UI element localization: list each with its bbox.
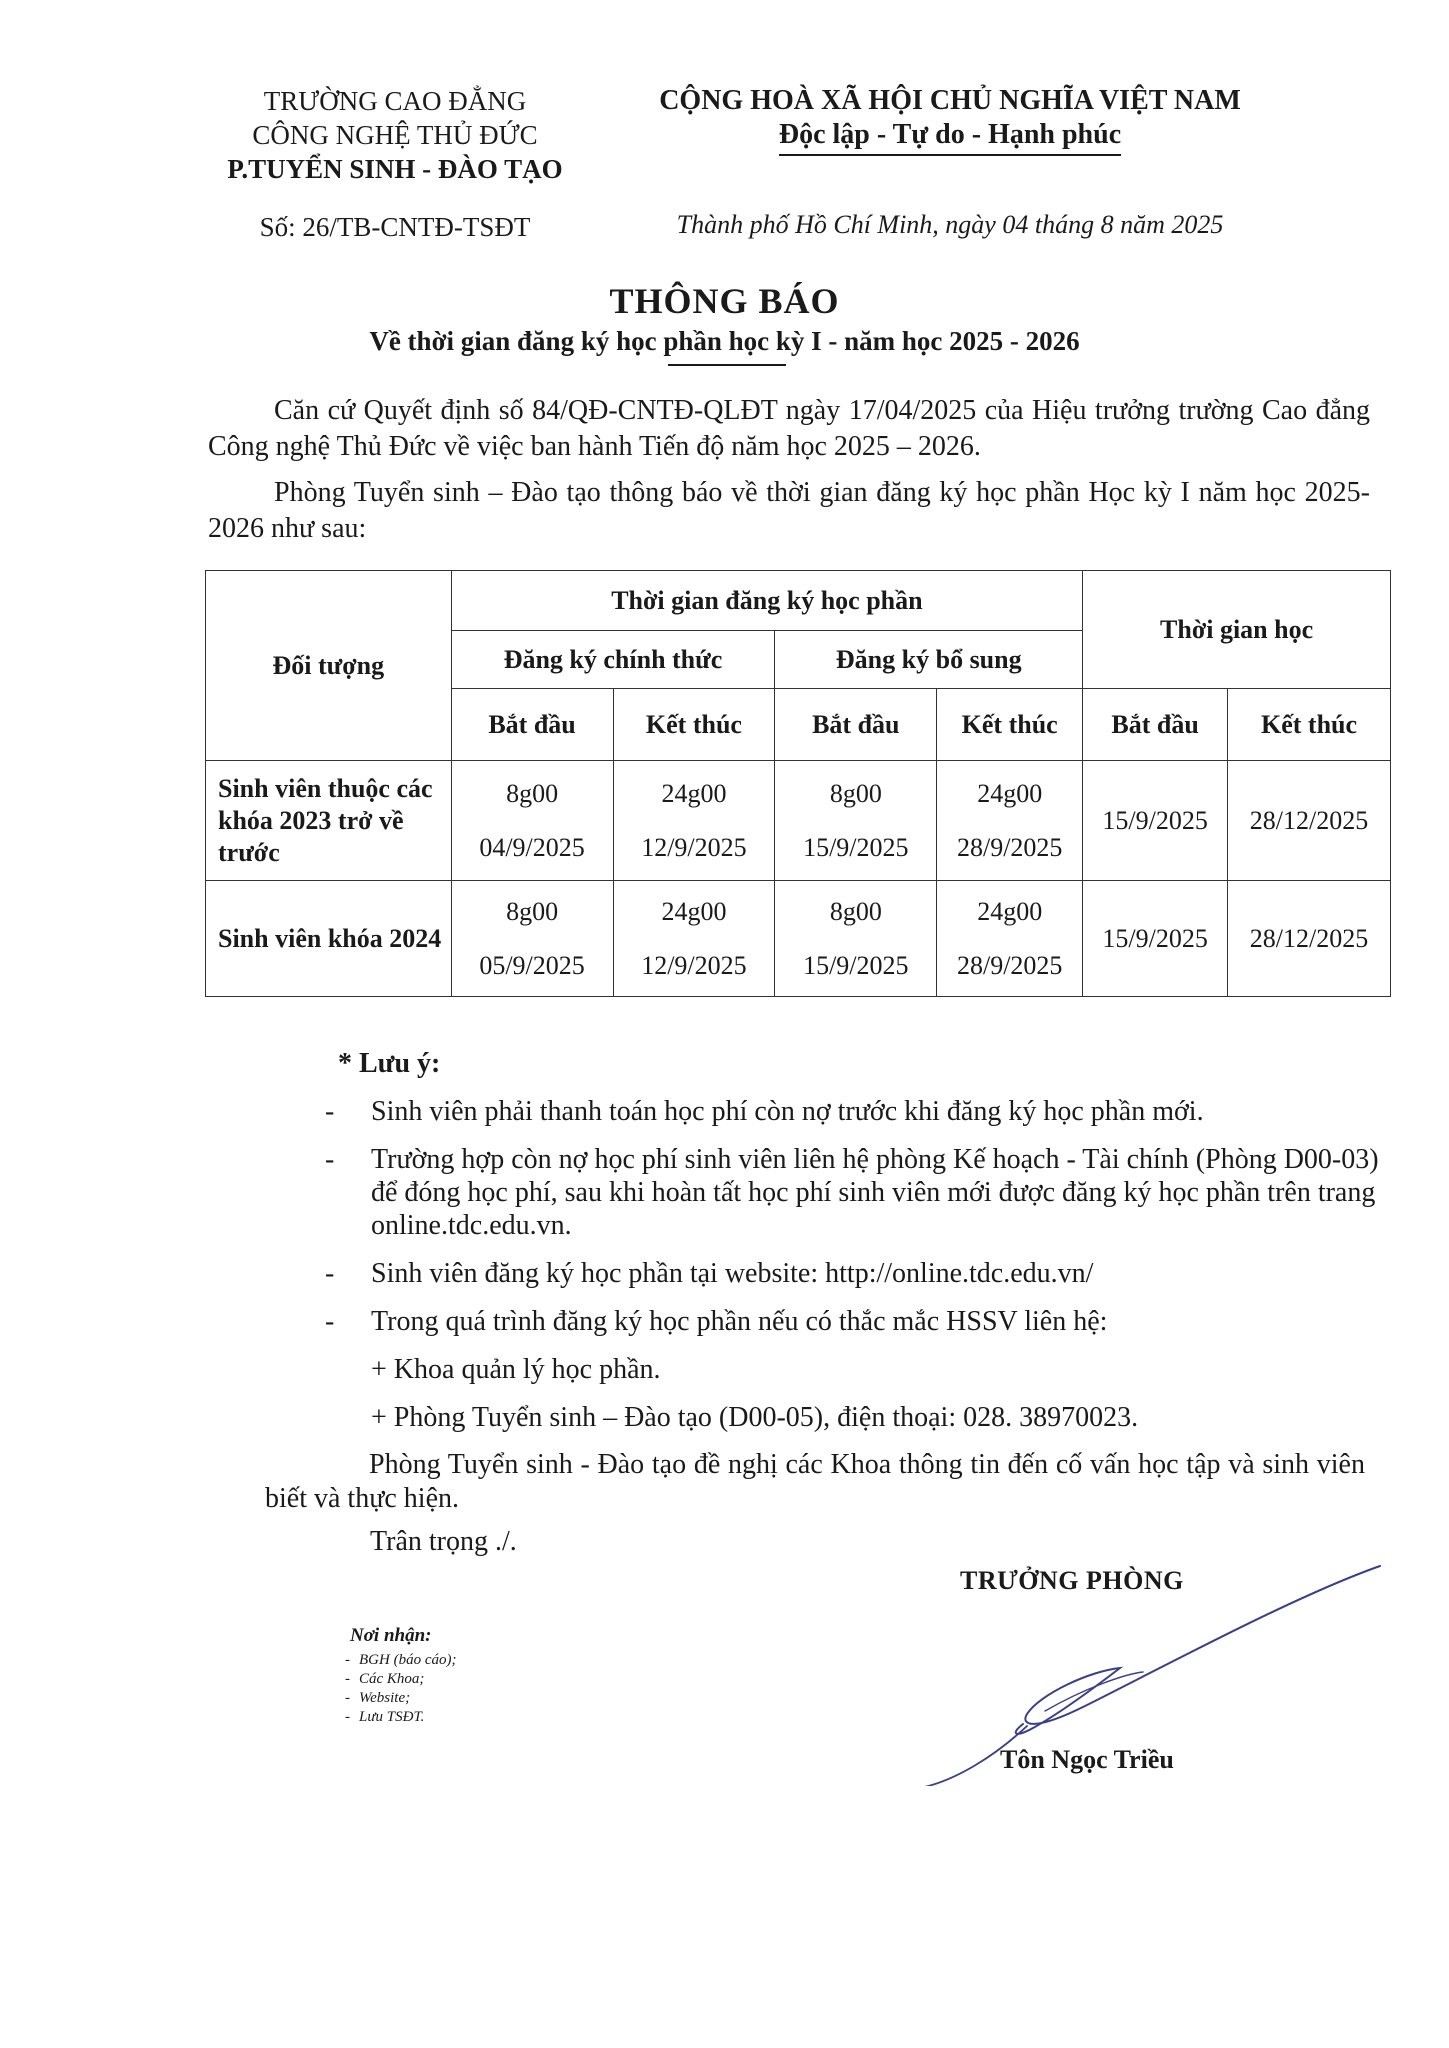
list-item (325, 1143, 1385, 1242)
notes-list (325, 1095, 1385, 1449)
list-item: - Các Khoa; (345, 1671, 425, 1687)
cell-supp-end (937, 881, 1083, 997)
regards: Trân trọng ./. (370, 1526, 517, 1557)
cell-supp-start (775, 761, 937, 881)
national-motto-block (650, 84, 1250, 156)
row-target: Sinh viên khóa 2024 (206, 881, 452, 997)
signer-name: Tôn Ngọc Triều (1000, 1745, 1174, 1774)
cell-time: 24g00 (977, 896, 1043, 926)
paragraph-basis: Căn cứ Quyết định số 84/QĐ-CNTĐ-QLĐT ngày 17/04/2025 của Hiệu trưởng trường Cao đẳng Công nghệ Thủ Đức về việc ban hành Tiến độ năm học 2025 – 2026. (208, 395, 1370, 462)
header-study-start: Bắt đầu (1083, 689, 1228, 761)
list-item: - Lưu TSĐT. (345, 1709, 425, 1725)
motto: Độc lập - Tự do - Hạnh phúc (779, 118, 1121, 156)
header-supp-end: Kết thúc (937, 689, 1083, 761)
document-number: Số: 26/TB-CNTĐ-TSĐT (259, 212, 531, 242)
cell-supp-end (937, 761, 1083, 881)
cell-date: 12/9/2025 (641, 832, 747, 862)
cell-official-start (451, 881, 613, 997)
cell-time: 24g00 (977, 778, 1043, 808)
cell-official-start (451, 761, 613, 881)
row-target: Sinh viên thuộc các khóa 2023 trở về trước (206, 761, 452, 881)
list-dash: - (325, 1144, 335, 1175)
issuer-line-3: P.TUYỂN SINH - ĐÀO TẠO (227, 154, 563, 184)
recipients-title: Nơi nhận: (350, 1625, 432, 1646)
cell-study-start: 15/9/2025 (1083, 881, 1228, 997)
nation-name: CỘNG HOÀ XÃ HỘI CHỦ NGHĨA VIỆT NAM (659, 85, 1241, 116)
header-official-start: Bắt đầu (451, 689, 613, 761)
list-dash: - (325, 1258, 335, 1289)
list-item-text: Trường hợp còn nợ học phí sinh viên liên hệ phòng Kế hoạch - Tài chính (Phòng D00-03) để đóng học phí, sau khi hoàn tất học phí sinh viên mới được đăng ký học phần trên trang online.tdc.edu.vn. (371, 1144, 1379, 1241)
paragraph-announcement: Phòng Tuyển sinh – Đào tạo thông báo về thời gian đăng ký học phần Học kỳ I năm học 2025-2026 như sau: (208, 477, 1370, 544)
cell-official-end (613, 881, 775, 997)
list-item: - BGH (báo cáo); (345, 1652, 457, 1668)
header-supp-start: Bắt đầu (775, 689, 937, 761)
cell-official-end (613, 761, 775, 881)
header-official-registration: Đăng ký chính thức (451, 631, 775, 689)
list-item (325, 1095, 1385, 1128)
title-underline (668, 364, 786, 366)
cell-time: 24g00 (661, 778, 727, 808)
sub-item-faculty: + Khoa quản lý học phần. (371, 1354, 661, 1385)
cell-date: 28/9/2025 (956, 832, 1063, 862)
cell-date: 28/9/2025 (956, 950, 1063, 980)
registration-schedule-table (205, 570, 1391, 997)
cell-time: 8g00 (829, 778, 882, 808)
closing-paragraph: Phòng Tuyển sinh - Đào tạo đề nghị các Khoa thông tin đến cố vấn học tập và sinh viên biết và thực hiện. (265, 1449, 1365, 1514)
issuer-line-2: CÔNG NGHỆ THỦ ĐỨC (252, 120, 538, 150)
header-registration-time: Thời gian đăng ký học phần (451, 571, 1083, 631)
list-item-text: Sinh viên đăng ký học phần tại website: http://online.tdc.edu.vn/ (371, 1258, 1094, 1289)
signer-title: TRƯỞNG PHÒNG (960, 1566, 1184, 1595)
cell-study-end: 28/12/2025 (1228, 761, 1391, 881)
cell-date: 05/9/2025 (479, 950, 585, 980)
list-item (325, 1305, 1385, 1338)
sub-item-office: + Phòng Tuyển sinh – Đào tạo (D00-05), điện thoại: 028. 38970023. (371, 1402, 1139, 1433)
list-dash: - (325, 1096, 335, 1127)
table-row (206, 881, 1391, 997)
list-item-text: Trong quá trình đăng ký học phần nếu có thắc mắc HSSV liên hệ: (371, 1306, 1108, 1337)
cell-time: 8g00 (829, 896, 882, 926)
cell-time: 8g00 (506, 778, 559, 808)
cell-date: 12/9/2025 (641, 950, 747, 980)
cell-time: 8g00 (506, 896, 559, 926)
list-item-text: Sinh viên phải thanh toán học phí còn nợ trước khi đăng ký học phần mới. (371, 1096, 1204, 1127)
recipients-list (345, 1651, 456, 1727)
cell-study-start: 15/9/2025 (1083, 761, 1228, 881)
issuer-block (200, 84, 590, 186)
cell-time: 24g00 (661, 896, 727, 926)
cell-date: 15/9/2025 (803, 832, 909, 862)
document-subtitle: Về thời gian đăng ký học phần học kỳ I - năm học 2025 - 2026 (369, 326, 1080, 356)
notes-title: * Lưu ý: (338, 1048, 441, 1079)
cell-date: 15/9/2025 (803, 950, 909, 980)
header-study-end: Kết thúc (1228, 689, 1391, 761)
header-supplementary-registration: Đăng ký bổ sung (775, 631, 1083, 689)
header-study-time: Thời gian học (1083, 571, 1391, 689)
header-official-end: Kết thúc (613, 689, 775, 761)
cell-study-end: 28/12/2025 (1228, 881, 1391, 997)
list-item: - Website; (345, 1690, 411, 1706)
list-item (325, 1257, 1385, 1290)
header-target: Đối tượng (206, 571, 452, 761)
cell-supp-start (775, 881, 937, 997)
issuer-line-1: TRƯỜNG CAO ĐẲNG (263, 86, 527, 116)
document-title: THÔNG BÁO (609, 281, 840, 321)
list-dash: - (325, 1306, 335, 1337)
place-date: Thành phố Hồ Chí Minh, ngày 04 tháng 8 năm 2025 (676, 210, 1224, 239)
table-row (206, 761, 1391, 881)
cell-date: 04/9/2025 (479, 832, 585, 862)
